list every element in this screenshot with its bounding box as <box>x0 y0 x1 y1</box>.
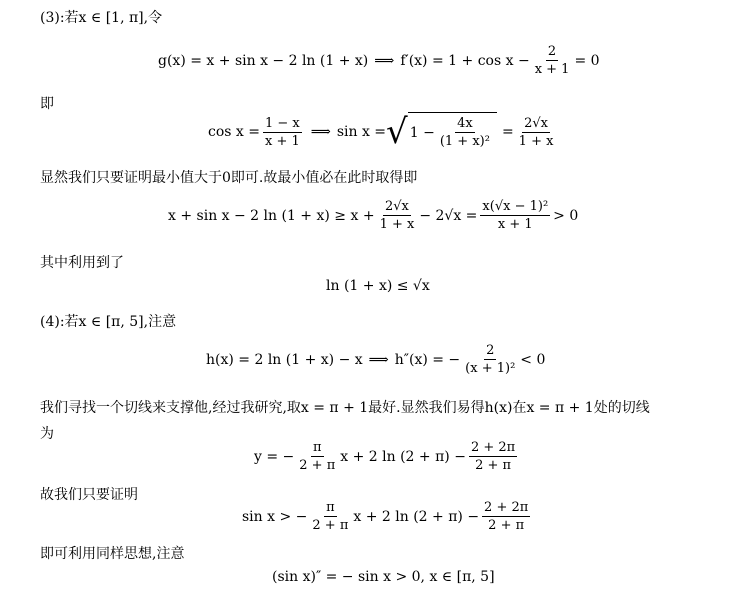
text-tangent: 我们寻找一个切线来支撑他,经过我研究,取x = π + 1最好.显然我们易得h(x)在x = π + 1处的切线 <box>40 400 650 416</box>
eq4: ln (1 + x) ≤ √x <box>326 278 430 294</box>
eq2-frac2-num: 4x <box>457 116 473 131</box>
eq6-fraction-1 <box>297 440 337 473</box>
eq2-sqrt <box>386 112 497 152</box>
eq2-frac1-den: x + 1 <box>264 133 300 149</box>
eq3-fraction-2 <box>480 199 550 232</box>
sqrt-body <box>408 112 497 152</box>
eq5-c: < 0 <box>520 351 546 368</box>
eq7-frac2-den: 2 + π <box>488 518 525 533</box>
eq1-fraction <box>533 44 572 77</box>
eq7-a: sin x > − <box>242 508 308 525</box>
implies-arrow: ⟹ <box>374 52 395 69</box>
text-need-prove: 故我们只要证明 <box>40 487 138 503</box>
equation-inequality <box>168 199 578 232</box>
eq1-right-a: f′(x) = 1 + cos x − <box>400 52 530 69</box>
eq6-frac1-den: 2 + π <box>299 458 336 473</box>
eq2-fraction-1 <box>263 116 302 149</box>
eq6-fraction-2 <box>469 440 517 473</box>
eq7-fraction-2 <box>482 500 530 533</box>
eq7-frac1-num: π <box>326 500 335 515</box>
eq6-frac1-num: π <box>313 440 322 455</box>
eq5-b: h″(x) = − <box>394 351 461 368</box>
eq2-frac3-num: 2√x <box>524 115 548 131</box>
eq7-frac1-den: 2 + π <box>312 518 349 533</box>
equation-sin-second-derivative <box>272 569 495 585</box>
text-min-value: 显然我们只要证明最小值大于0即可.故最小值必在此时取得即 <box>40 170 418 186</box>
eq2-a: cos x = <box>208 124 260 140</box>
eq5-a: h(x) = 2 ln (1 + x) − x <box>206 351 363 368</box>
eq1-frac-num: 2 <box>547 44 557 59</box>
equation-h-second-derivative <box>206 343 545 376</box>
eq2-frac2-den: (1 + x)² <box>439 134 490 149</box>
radical-sign: √ <box>386 112 408 152</box>
eq2-b: sin x = <box>336 124 387 140</box>
eq6-frac2-den: 2 + π <box>475 458 512 473</box>
equation-sin-bound <box>242 500 533 533</box>
eq8: (sin x)″ = − sin x > 0, x ∈ [π, 5] <box>272 569 495 585</box>
equation-tangent-line <box>254 440 520 473</box>
ji-text: 即 <box>40 96 54 112</box>
eq2-frac3-den: 1 + x <box>518 133 554 149</box>
eq6-a: y = − <box>254 448 295 465</box>
eq6-frac2-num: 2 + 2π <box>470 440 516 455</box>
equation-ln-bound <box>326 278 430 294</box>
eq7-frac2-num: 2 + 2π <box>484 500 529 515</box>
eq5-frac-num: 2 <box>486 343 495 358</box>
eq1-left: g(x) = x + sin x − 2 ln (1 + x) <box>158 52 369 69</box>
implies-arrow: ⟹ <box>368 351 389 368</box>
eq3-frac2-den: x + 1 <box>497 217 533 232</box>
eq3-frac1-num: 2√x <box>385 199 409 214</box>
eq2-fraction-2 <box>438 116 492 149</box>
eq3-c: > 0 <box>553 207 579 224</box>
eq1-frac-den: x + 1 <box>534 62 570 77</box>
eq3-frac2-num: x(√x − 1)² <box>482 199 549 214</box>
eq7-b: x + 2 ln (2 + π) − <box>353 508 480 525</box>
implies-arrow: ⟹ <box>310 124 331 140</box>
equation-g-derivative <box>158 44 600 77</box>
part4-intro: (4):若x ∈ [π, 5],注意 <box>40 314 177 330</box>
part3-intro: (3):若x ∈ [1, π],令 <box>40 10 163 26</box>
text-tangent-wei: 为 <box>40 426 54 442</box>
text-same-idea: 即可利用同样思想,注意 <box>40 546 185 562</box>
text-used: 其中利用到了 <box>40 255 124 271</box>
eq2-frac1-num: 1 − x <box>264 115 300 131</box>
eq6-b: x + 2 ln (2 + π) − <box>340 448 466 465</box>
eq1-right-b: = 0 <box>574 52 600 69</box>
eq5-fraction <box>463 343 517 376</box>
equation-cos-sin <box>208 112 558 152</box>
eq3-b: − 2√x = <box>419 207 478 224</box>
eq2-fraction-3 <box>517 116 556 149</box>
eq7-fraction-1 <box>310 500 350 533</box>
eq2-sqrt-a: 1 − <box>409 124 435 141</box>
eq2-c: = <box>501 124 514 140</box>
eq3-frac1-den: 1 + x <box>379 217 415 232</box>
eq3-fraction-1 <box>378 199 417 232</box>
eq3-a: x + sin x − 2 ln (1 + x) ≥ x + <box>168 207 375 224</box>
eq5-frac-den: (x + 1)² <box>465 361 516 376</box>
